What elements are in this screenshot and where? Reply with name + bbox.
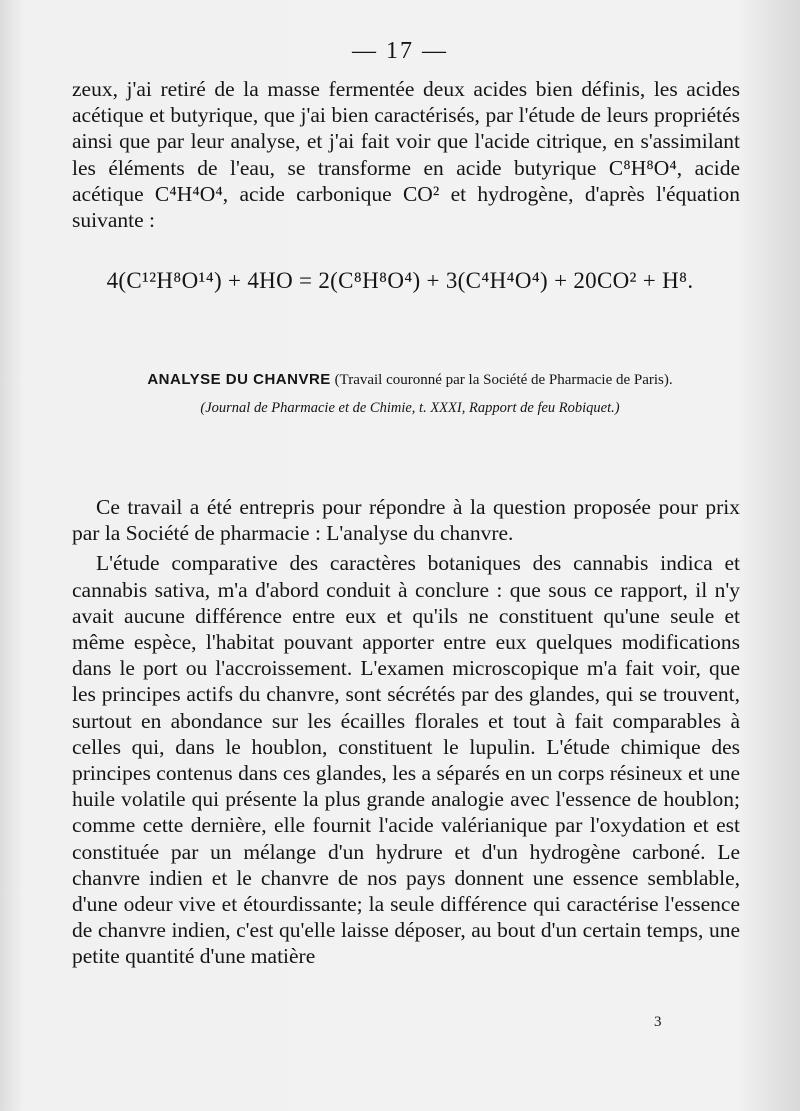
intro-paragraph <box>72 76 740 233</box>
section-source <box>60 400 760 417</box>
body-paragraph-2: L'étude comparative des caractères botaniques des cannabis indica et cannabis sativa, m'a d'abord conduit à conclure : que sous ce rapport, il n'y avait aucune différence entre eux et qu'ils ne constituent qu'une seule et même espèce, l'habitat pouvant apporter entre eux quelques modifications dans le port ou l'accroissement. L'examen microscopique m'a fait voir, que les principes actifs du chanvre, sont sécrétés par des glandes, qui se trouvent, surtout en abondance sur les écailles florales et tout à fait comparables à celles qui, dans le houblon, constituent le lupulin. L'étude chimique des principes contenus dans ces glandes, les a séparés en un corps résineux et une huile volatile qui présente la plus grande analogie avec l'essence de houblon; comme cette dernière, elle fournit l'acide valérianique par l'oxydation et est constituée par un mélange d'un hydrure et d'un hydrogène carboné. Le chanvre indien et le chanvre de nos pays donnent une essence semblable, d'une odeur vive et étourdissante; la seule différence qui caractérise l'essence de chanvre indien, c'est qu'elle laisse déposer, au bout d'un certain temps, une petite quantité d'une matière <box>72 551 740 969</box>
source-citation: (Journal de Pharmacie et de Chimie, t. XXXI, Rapport de feu Robiquet.) <box>200 400 620 416</box>
main-body <box>72 494 740 970</box>
intro-text: zeux, j'ai retiré de la masse fermentée deux acides bien définis, les acides acétique et butyrique, que j'ai bien caractérisés, par l'étude de leurs propriétés ainsi que par leur analyse, et j'ai fait voir que l'acide citrique, en s'assimilant les éléments de l'eau, se transforme en acide butyrique C⁸H⁸O⁴, acide acétique C⁴H⁴O⁴, acide carbonique CO² et hydrogène, d'après l'équation suivante : <box>72 77 740 233</box>
section-heading <box>60 371 760 389</box>
section-title: ANALYSE DU CHANVRE <box>147 371 331 388</box>
chemical-equation: 4(C¹²H⁸O¹⁴) + 4HO = 2(C⁸H⁸O⁴) + 3(C⁴H⁴O⁴) + 20CO² + H⁸. <box>106 268 694 293</box>
page-number: — 17 — <box>352 38 448 64</box>
section-title-note: (Travail couronné par la Société de Pharmacie de Paris). <box>334 372 673 388</box>
body-paragraph-1: Ce travail a été entrepris pour répondre à la question proposée pour prix par la Société de pharmacie : L'analyse du chanvre. <box>72 495 740 546</box>
footer-signature-mark: 3 <box>654 1014 662 1030</box>
